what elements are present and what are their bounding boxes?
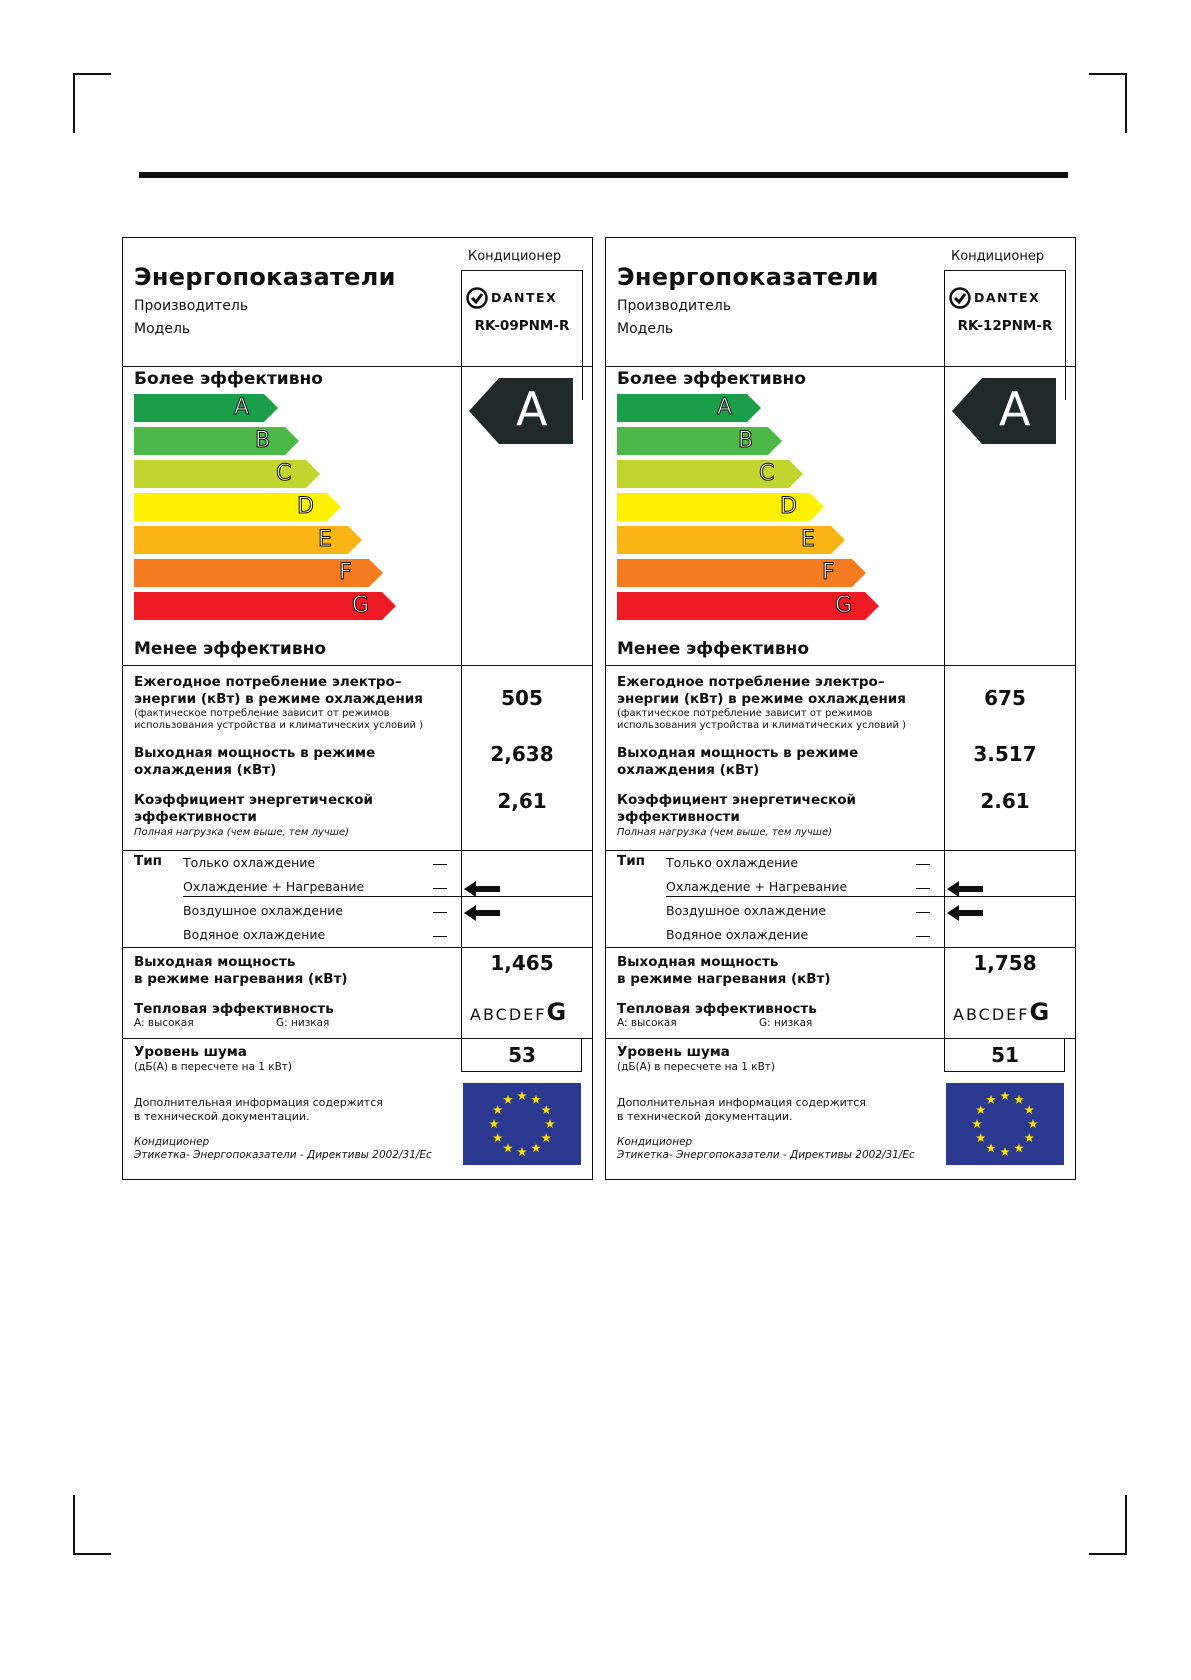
text-line: Этикетка- Энергопоказатели - Директивы 2002/31/Ec	[134, 1149, 432, 1161]
less-efficient-label: Менее эффективно	[134, 639, 326, 659]
type-option: Воздушное охлаждение	[183, 903, 344, 918]
text-line: Выходная мощность в режиме	[617, 745, 859, 761]
energy-class-bar	[617, 592, 865, 620]
arrow-left-icon	[947, 905, 983, 921]
noise-value: 51	[991, 1043, 1019, 1067]
divider	[461, 270, 583, 271]
noise-label: Уровень шума	[617, 1044, 730, 1060]
brand-logo	[466, 287, 578, 311]
arrow-left-icon	[947, 881, 983, 897]
heating-efficiency-low: G: низкая	[759, 1017, 813, 1029]
energy-label	[122, 237, 593, 1180]
text-line: в технической документации.	[617, 1110, 793, 1123]
text-line: Выходная мощность в режиме	[134, 745, 376, 761]
more-efficient-label: Более эффективно	[134, 369, 323, 389]
divider	[944, 270, 1066, 271]
divider	[123, 947, 593, 948]
heating-efficiency-label: Тепловая эффективность	[617, 1001, 817, 1017]
energy-class-arrow	[617, 394, 763, 422]
energy-class-bar	[134, 460, 306, 488]
heating-efficiency-scale-letters: ABCDEF	[470, 1005, 547, 1024]
column-divider	[582, 270, 583, 400]
divider	[123, 665, 593, 666]
energy-class-bar	[617, 460, 789, 488]
energy-class-bar	[617, 559, 852, 587]
type-option: Охлаждение + Нагревание	[666, 879, 848, 894]
heating-efficiency-high: A: высокая	[134, 1017, 194, 1029]
energy-class-letter: E	[318, 527, 332, 552]
text-line: Кондиционер	[617, 1136, 693, 1148]
annual-consumption-label	[617, 674, 906, 708]
text-line: Выходная мощность	[134, 954, 296, 970]
text-line: эффективности	[134, 809, 257, 825]
eer-value: 2.61	[980, 789, 1030, 813]
device-type: Кондиционер	[951, 249, 1045, 264]
cooling-output-value: 2,638	[490, 742, 554, 766]
type-option: Водяное охлаждение	[183, 927, 326, 942]
energy-class-letter: C	[759, 461, 775, 486]
divider	[183, 896, 593, 897]
cooling-output-label	[134, 745, 375, 779]
type-option: Охлаждение + Нагревание	[183, 879, 365, 894]
text-line: Ежегодное потребление электро–	[134, 674, 402, 690]
energy-class-bar	[617, 427, 768, 455]
text-line: (фактическое потребление зависит от режимов	[134, 708, 390, 719]
heating-efficiency-low: G: низкая	[276, 1017, 330, 1029]
cooling-output-value: 3.517	[973, 742, 1037, 766]
energy-class-letter: B	[255, 428, 271, 453]
energy-class-bar	[134, 427, 285, 455]
energy-class-letter: G	[835, 593, 853, 618]
column-divider	[944, 270, 945, 1044]
energy-class-bar	[617, 493, 810, 521]
eer-label	[134, 792, 373, 826]
manufacturer-label: Производитель	[617, 298, 732, 314]
text-line: Кондиционер	[134, 1136, 210, 1148]
energy-class-letter: F	[822, 560, 835, 585]
heating-output-value: 1,758	[973, 951, 1037, 975]
energy-class-bar	[617, 526, 831, 554]
annual-consumption-value: 675	[984, 686, 1026, 710]
energy-class-bar	[617, 394, 747, 422]
eer-note: Полная нагрузка (чем выше, тем лучше)	[617, 827, 832, 838]
additional-info	[617, 1096, 866, 1124]
eu-flag-icon	[463, 1083, 581, 1165]
type-option: Водяное охлаждение	[666, 927, 809, 942]
annual-consumption-note	[617, 708, 906, 732]
label-footer	[617, 1136, 915, 1162]
energy-class-arrow	[134, 394, 280, 422]
eer-value: 2,61	[497, 789, 547, 813]
header-rule	[139, 172, 1068, 178]
more-efficient-label: Более эффективно	[617, 369, 806, 389]
energy-class-letter: E	[801, 527, 815, 552]
energy-class-letter: A	[717, 395, 733, 420]
energy-rating-letter: A	[999, 382, 1031, 436]
energy-class-bar	[134, 493, 327, 521]
type-option-dash	[916, 888, 930, 889]
eer-note: Полная нагрузка (чем выше, тем лучше)	[134, 827, 349, 838]
energy-class-bar	[134, 559, 369, 587]
brand-name: DANTEX	[974, 290, 1041, 305]
column-divider	[1065, 270, 1066, 400]
divider	[123, 366, 593, 367]
energy-class-letter: C	[276, 461, 292, 486]
text-line: охлаждения (кВт)	[134, 762, 277, 778]
arrow-left-icon	[464, 905, 500, 921]
label-footer	[134, 1136, 432, 1162]
energy-class-bar	[134, 526, 348, 554]
text-line: энергии (кВт) в режиме охлаждения	[134, 691, 423, 707]
eer-label	[617, 792, 856, 826]
noise-note: (дБ(А) в пересчете на 1 кВт)	[617, 1061, 776, 1073]
text-line: использования устройства и климатических условий )	[617, 720, 907, 731]
heating-output-value: 1,465	[490, 951, 554, 975]
brand-name: DANTEX	[491, 290, 558, 305]
type-option-dash	[433, 888, 447, 889]
type-option-dash	[433, 864, 447, 865]
text-line: Этикетка- Энергопоказатели - Директивы 2002/31/Ec	[617, 1149, 915, 1161]
crop-mark-top-left	[73, 73, 111, 133]
energy-class-letter: D	[297, 494, 314, 519]
annual-consumption-note	[134, 708, 423, 732]
energy-class-bar	[134, 394, 264, 422]
text-line: в технической документации.	[134, 1110, 310, 1123]
column-divider	[461, 270, 462, 1044]
energy-class-letter: B	[738, 428, 754, 453]
divider	[666, 896, 1076, 897]
crop-mark-top-right	[1089, 73, 1127, 133]
noise-value: 53	[508, 1043, 536, 1067]
heating-efficiency-class: G	[546, 998, 567, 1026]
energy-class-letter: A	[234, 395, 250, 420]
text-line: Дополнительная информация содержится	[617, 1096, 866, 1109]
model-number: RK-12PNM-R	[957, 318, 1053, 334]
cooling-output-label	[617, 745, 858, 779]
heating-efficiency-scale-letters: ABCDEF	[953, 1005, 1030, 1024]
crop-mark-bottom-left	[73, 1495, 111, 1555]
energy-label	[605, 237, 1076, 1180]
eu-flag-icon	[946, 1083, 1064, 1165]
heating-efficiency-class: G	[1029, 998, 1050, 1026]
energy-class-letter: G	[352, 593, 370, 618]
type-label: Тип	[617, 853, 645, 869]
type-option-dash	[916, 936, 930, 937]
device-type: Кондиционер	[468, 249, 562, 264]
divider	[606, 366, 1076, 367]
model-label: Модель	[134, 321, 191, 337]
energy-rating-letter: A	[516, 382, 548, 436]
type-option-dash	[916, 864, 930, 865]
model-number: RK-09PNM-R	[474, 318, 570, 334]
brand-logo	[949, 287, 1061, 311]
text-line: Коэффициент энергетической	[617, 792, 856, 808]
heating-efficiency-scale	[470, 998, 566, 1026]
heating-efficiency-label: Тепловая эффективность	[134, 1001, 334, 1017]
noise-note: (дБ(А) в пересчете на 1 кВт)	[134, 1061, 293, 1073]
brand-logo-icon	[949, 287, 971, 309]
type-option-dash	[433, 912, 447, 913]
annual-consumption-label	[134, 674, 423, 708]
text-line: в режиме нагревания (кВт)	[134, 971, 348, 987]
divider	[606, 665, 1076, 666]
additional-info	[134, 1096, 383, 1124]
energy-class-bar	[134, 592, 382, 620]
type-label: Тип	[134, 853, 162, 869]
text-line: в режиме нагревания (кВт)	[617, 971, 831, 987]
energy-class-letter: F	[339, 560, 352, 585]
energy-class-arrow	[134, 460, 322, 488]
annual-consumption-value: 505	[501, 686, 543, 710]
type-option: Только охлаждение	[666, 855, 799, 870]
energy-class-arrow	[617, 427, 784, 455]
heating-efficiency-high: A: высокая	[617, 1017, 677, 1029]
divider	[606, 947, 1076, 948]
text-line: Выходная мощность	[617, 954, 779, 970]
arrow-left-icon	[464, 881, 500, 897]
text-line: охлаждения (кВт)	[617, 762, 760, 778]
text-line: энергии (кВт) в режиме охлаждения	[617, 691, 906, 707]
type-option-dash	[433, 936, 447, 937]
text-line: (фактическое потребление зависит от режимов	[617, 708, 873, 719]
heating-output-label	[617, 954, 831, 988]
label-title: Энергопоказатели	[134, 263, 396, 291]
type-option: Только охлаждение	[183, 855, 316, 870]
noise-label: Уровень шума	[134, 1044, 247, 1060]
text-line: использования устройства и климатических условий )	[134, 720, 424, 731]
text-line: эффективности	[617, 809, 740, 825]
energy-class-letter: D	[780, 494, 797, 519]
model-label: Модель	[617, 321, 674, 337]
label-title: Энергопоказатели	[617, 263, 879, 291]
manufacturer-label: Производитель	[134, 298, 249, 314]
crop-mark-bottom-right	[1089, 1495, 1127, 1555]
type-option: Воздушное охлаждение	[666, 903, 827, 918]
energy-class-arrow	[134, 427, 301, 455]
heating-output-label	[134, 954, 348, 988]
energy-class-arrow	[617, 460, 805, 488]
type-option-dash	[916, 912, 930, 913]
text-line: Коэффициент энергетической	[134, 792, 373, 808]
text-line: Ежегодное потребление электро–	[617, 674, 885, 690]
divider	[606, 850, 1076, 851]
brand-logo-icon	[466, 287, 488, 309]
divider	[123, 850, 593, 851]
heating-efficiency-scale	[953, 998, 1049, 1026]
less-efficient-label: Менее эффективно	[617, 639, 809, 659]
text-line: Дополнительная информация содержится	[134, 1096, 383, 1109]
